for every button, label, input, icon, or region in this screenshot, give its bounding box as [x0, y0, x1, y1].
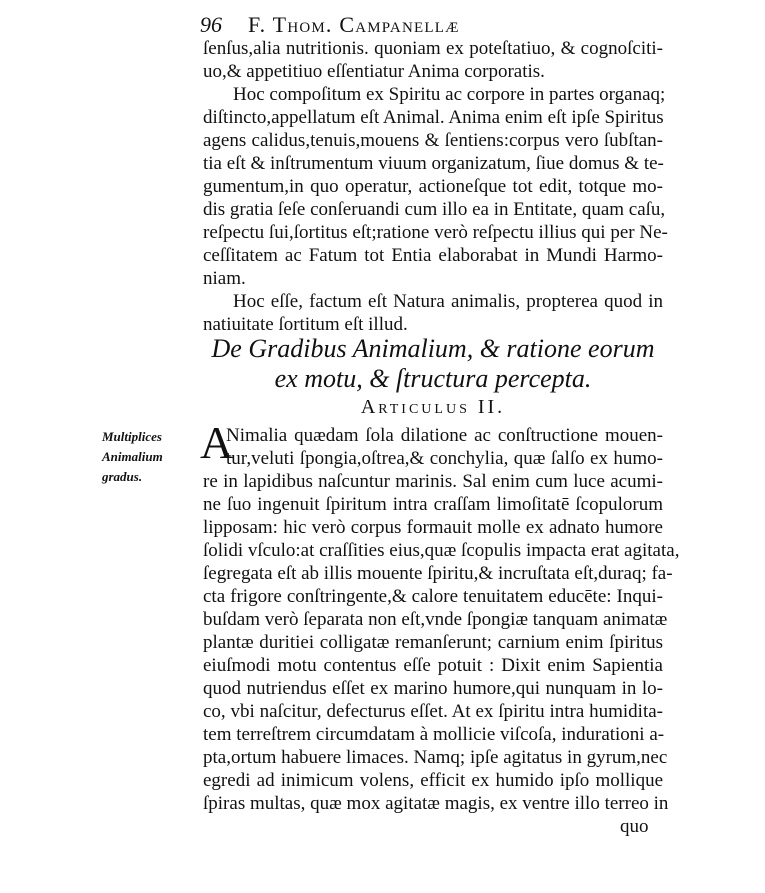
margin-note-line: Animalium	[102, 449, 163, 464]
text-line: tia eſt & inſtrumentum viuum organizatum, ſiue domus & te-	[203, 153, 664, 174]
section-title-line: De Gradibus Animalium, & ratione eorum	[211, 334, 655, 363]
text-line: co, vbi naſcitur, defecturus eſſet. At ex ſpiritu intra humidita-	[203, 701, 663, 722]
text-line: ſenſus,alia nutritionis. quoniam ex poteſtatiuo, & cognoſciti-	[203, 38, 663, 59]
margin-note-line: gradus.	[102, 469, 143, 484]
text-line: ne ſuo ingenuit ſpiritum intra craſſam limoſitatē ſcopulorum	[203, 494, 663, 515]
text-line: egredi ad inimicum volens, efficit ex humido ipſo mollique	[203, 770, 663, 791]
text-line: tem terreſtrem circumdatam à mollicie viſcoſa, indurationi a-	[203, 724, 665, 745]
text-line: Hoc compoſitum ex Spiritu ac corpore in partes organaq;	[233, 84, 666, 105]
text-line: dis gratia ſeſe conſeruandi cum illo ea in Entitate, quam caſu,	[203, 199, 666, 220]
text-line: re in lapidibus naſcuntur marinis. Sal enim cum luce acumi-	[203, 471, 663, 492]
text-line: ſegregata eſt ab illis mouente ſpiritu,& incruſtata eſt,duraq; fa-	[203, 563, 673, 584]
text-line: ſpiras multas, quæ mox agitatæ magis, ex ventre illo terreo in	[203, 793, 669, 814]
text-line: tur,veluti ſpongia,oſtrea,& conchylia, quæ ſalſo ex humo-	[226, 448, 663, 469]
text-line: gumentum,in quo operatur, actioneſque tot edit, totque mo-	[203, 176, 663, 197]
margin-note-line: Multiplices	[102, 429, 162, 444]
text-line: natiuitate ſortitum eſt illud.	[203, 314, 408, 335]
text-line: quod nutriendus eſſet ex marino humore,qui nunquam in lo-	[203, 678, 663, 699]
text-line: ceſſitatem ac Fatum tot Entia elaborabat in Mundi Harmo-	[203, 245, 663, 266]
article-label: Articulus II.	[360, 396, 506, 418]
text-line: uo,& appetitiuo eſſentiatur Anima corporatis.	[203, 61, 545, 82]
text-line: Hoc eſſe, factum eſt Natura animalis, propterea quod in	[233, 291, 663, 312]
drop-cap: A	[200, 417, 234, 468]
text-line: diſtincto,appellatum eſt Animal. Anima enim eſt ipſe Spiritus	[203, 107, 664, 128]
text-line: buſdam verò ſeparata non eſt,vnde ſpongiæ tanquam animatæ	[203, 609, 668, 630]
text-line: plantæ duritiei colligatæ remanſerunt; carnium enim ſpiritus	[203, 632, 663, 653]
text-line: Nimalia quædam ſola dilatione ac conſtructione mouen-	[226, 425, 663, 446]
section-title-line: ex motu, & ſtructura percepta.	[274, 364, 592, 393]
text-line: cta frigore conſtringente,& calore tenuitatem educēte: Inqui-	[203, 586, 663, 607]
text-line: lipposam: hic verò corpus formauit molle ex adnato humore	[203, 517, 663, 538]
running-head: F. Thom. Campanellæ	[248, 12, 460, 37]
text-line: reſpectu ſui,ſortitus eſt;ratione verò reſpectu illius qui per Ne-	[203, 222, 668, 243]
text-line: pta,ortum habuere limaces. Namq; ipſe agitatus in gyrum,nec	[203, 747, 668, 768]
text-line: niam.	[203, 268, 246, 289]
text-line: eiuſmodi motu contentus eſſe potuit : Dixit enim Sapientia	[203, 655, 663, 676]
text-line: agens calidus,tenuis,mouens & ſentiens:corpus vero ſubſtan-	[203, 130, 663, 151]
text-line: ſolidi vſculo:at craſſities eius,quæ ſcopulis impacta erat agitata,	[203, 540, 680, 561]
catchword: quo	[620, 816, 649, 837]
page-number: 96	[200, 12, 222, 37]
